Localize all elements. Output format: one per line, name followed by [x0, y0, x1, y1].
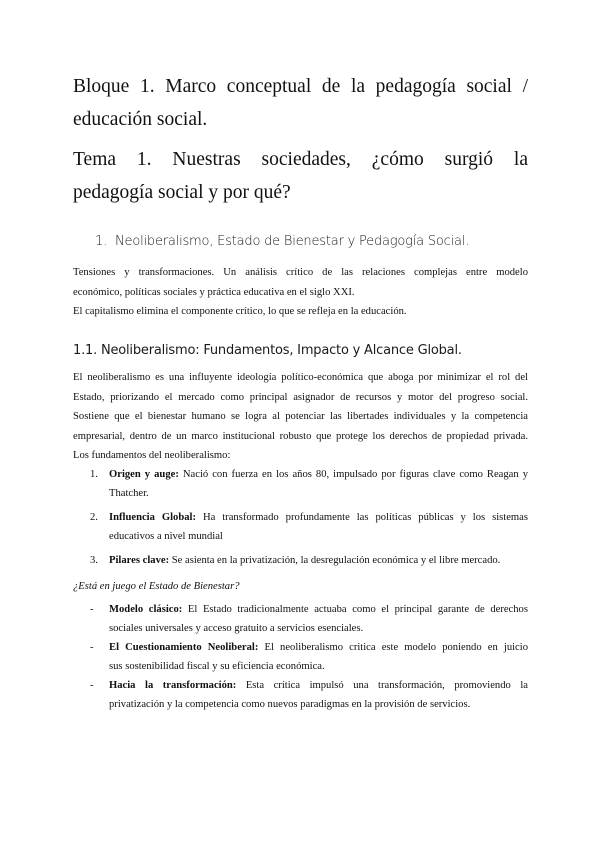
- body-line-4: empresarial, dentro de un marco institucional robusto que protege los derechos de propiedad privada.: [73, 430, 528, 442]
- list-item-line-1: [109, 465, 528, 484]
- body-paragraph: [73, 368, 528, 466]
- bullet-list: [73, 600, 528, 714]
- body-line-5: Los fundamentos del neoliberalismo:: [73, 450, 231, 461]
- bullet-item-line-1: [109, 638, 528, 657]
- bullet-item-label: Modelo clásico:: [109, 604, 183, 615]
- bloque-heading-line-1: Bloque 1. Marco conceptual de la pedagogía social /: [73, 76, 528, 97]
- bullet-item-label: El Cuestionamiento Neoliberal:: [109, 642, 259, 653]
- bullet-item-label: Hacia la transformación:: [109, 680, 237, 691]
- list-item-text: Se asienta en la privatización, la desregulación económica y el libre mercado.: [169, 555, 501, 566]
- bullet-item-text: El Estado tradicionalmente actuaba como el principal garante de derechos: [182, 604, 528, 615]
- list-item-text: Ha transformado profundamente las políticas públicas y los sistemas: [196, 512, 528, 523]
- bullet-marker: -: [90, 680, 94, 691]
- body-line-2: Estado, priorizando el mercado como principal asignador de recursos y motor del progreso social.: [73, 391, 528, 403]
- bullet-item-line-2: sus sostenibilidad fiscal y su eficiencia económica.: [109, 661, 325, 672]
- bloque-heading-line-2: educación social.: [73, 109, 208, 130]
- bullet-item-text: El neoliberalismo critica este modelo poniendo en juicio: [258, 642, 528, 653]
- bullet-item: [73, 600, 528, 638]
- section-1-1-heading: 1.1. Neoliberalismo: Fundamentos, Impacto y Alcance Global.: [73, 343, 462, 358]
- tema-heading-line-2: pedagogía social y por qué?: [73, 182, 291, 203]
- list-item-line-1: [109, 508, 528, 527]
- section-1-heading: [95, 234, 469, 249]
- list-item-label: Pilares clave:: [109, 555, 170, 566]
- intro-line-2: económico, políticas sociales y práctica educativa en el siglo XXI.: [73, 286, 355, 298]
- list-item: [73, 508, 528, 546]
- list-item: [73, 551, 528, 570]
- list-marker: 1.: [90, 469, 98, 480]
- bullet-item-line-2: sociales universales y acceso gratuito a servicios esenciales.: [109, 623, 364, 634]
- bullet-item-text: Esta crítica impulsó una transformación, promoviendo la: [236, 680, 528, 691]
- bullet-marker: -: [90, 642, 94, 653]
- list-item-label: Influencia Global:: [109, 512, 196, 523]
- list-marker: 2.: [90, 512, 98, 523]
- bullet-item: [73, 676, 528, 714]
- bullet-item-line-1: [109, 600, 528, 619]
- bullet-marker: -: [90, 604, 94, 615]
- list-item-text: Nació con fuerza en los años 80, impulsado por figuras clave como Reagan y: [178, 469, 528, 480]
- list-item-line-2: Thatcher.: [109, 488, 149, 499]
- bullet-item-line-1: [109, 676, 528, 695]
- tema-heading: [73, 143, 528, 209]
- bloque-heading: [73, 70, 528, 136]
- bullet-item-line-2: privatización y la competencia como nuevos paradigmas en la provisión de servicios.: [109, 699, 471, 710]
- intro-line-3: El capitalismo elimina el componente crítico, lo que se refleja en la educación.: [73, 306, 407, 317]
- intro-paragraph: [73, 263, 528, 322]
- intro-line-1: Tensiones y transformaciones. Un análisis crítico de las relaciones complejas entre modelo: [73, 267, 528, 278]
- section-1-number: 1.: [95, 234, 108, 249]
- body-line-1: El neoliberalismo es una influyente ideología político-económica que aboga por minimizar el rol del: [73, 372, 528, 383]
- bullet-item: [73, 638, 528, 676]
- section-1-title: Neoliberalismo, Estado de Bienestar y Pedagogía Social.: [115, 234, 470, 249]
- list-item-line-1: [109, 551, 528, 570]
- list-item-line-2: educativos a nivel mundial: [109, 531, 223, 542]
- list-item: [73, 465, 528, 503]
- question-heading: ¿Está en juego el Estado de Bienestar?: [73, 581, 240, 592]
- list-item-label: Origen y auge:: [109, 469, 179, 480]
- numbered-list: [73, 465, 528, 570]
- list-marker: 3.: [90, 555, 98, 566]
- body-line-3: Sostiene que el bienestar humano se logra al potenciar las libertades individuales y la competencia: [73, 411, 528, 422]
- tema-heading-line-1: Tema 1. Nuestras sociedades, ¿cómo surgió la: [73, 149, 528, 170]
